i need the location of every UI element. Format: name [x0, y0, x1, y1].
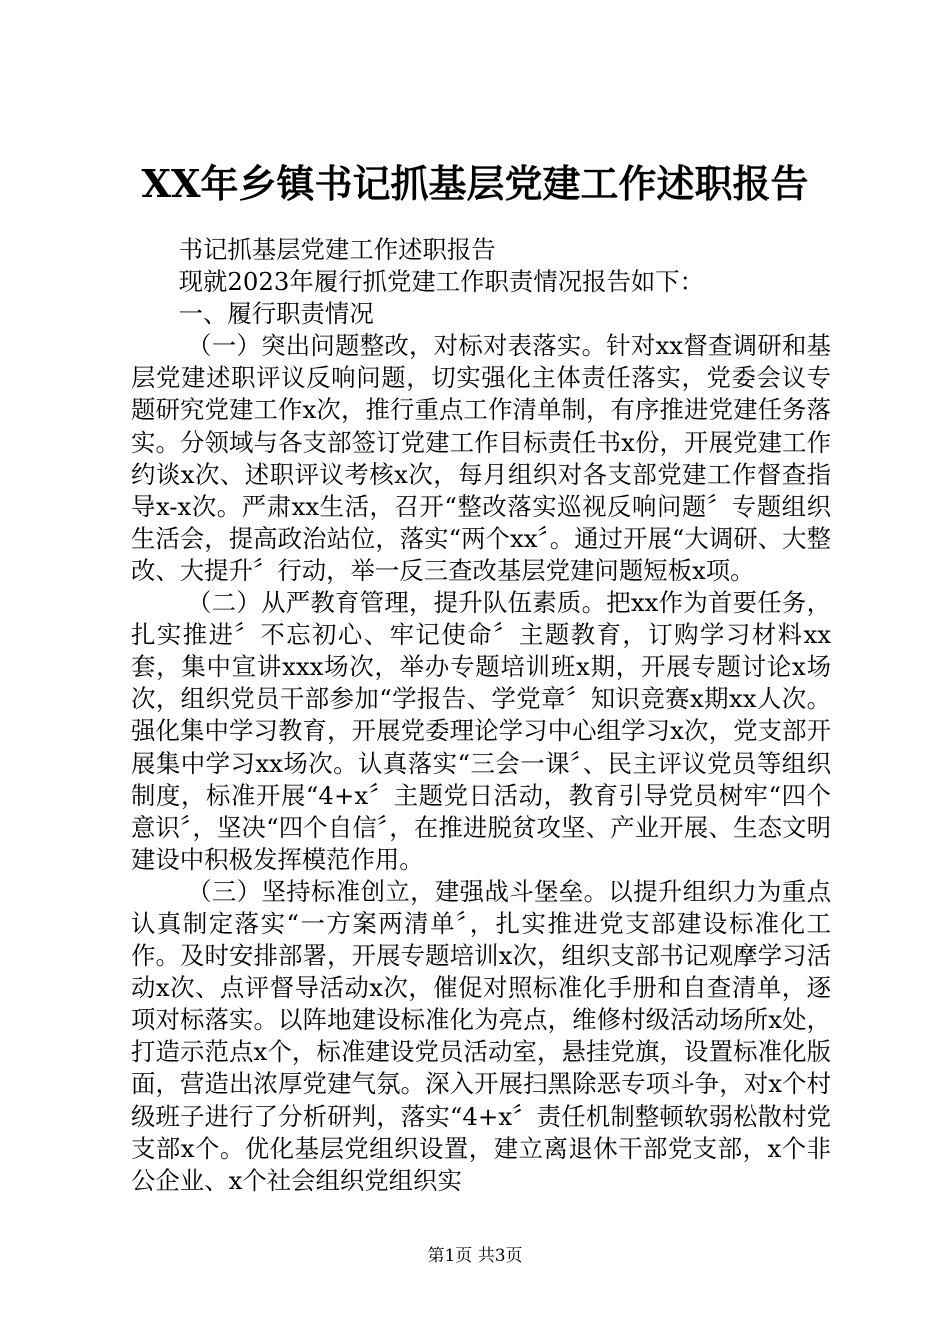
paragraph-item-2: （二）从严教育管理，提升队伍素质。把xx作为首要任务，扎实推进〞不忘初心、牢记使命〞主题教育，订购学习材料xx套，集中宣讲xxx场次，举办专题培训班x期，开展专题讨论x场次，组织党员干部参加“学报告、学党章〞知识竞赛x期xx人次。强化集中学习教育，开展党委理论学习中心组学习x次，党支部开展集中学习xx场次。认真落实“三会一课〞、民主评议党员等组织制度，标准开展“4+x〞主题党日活动，教育引导党员树牢“四个意识〞，坚决“四个自信〞，在推进脱贫攻坚、产业开展、生态文明建设中积极发挥模范作用。 — [131, 588, 831, 874]
document-body — [131, 234, 831, 1197]
section-heading: 一、履行职责情况 — [178, 299, 374, 329]
paragraph-subtitle: 书记抓基层党建工作述职报告 — [178, 235, 496, 264]
paragraph-item-1: （一）突出问题整改，对标对表落实。针对xx督查调研和基层党建述职评议反响问题，切实强化主体责任落实，党委会议专题研究党建工作x次，推行重点工作清单制，有序推进党建任务落实。分领域与各支部签订党建工作目标责任书x份，开展党建工作约谈x次、述职评议考核x次，每月组织对各支部党建工作督查指导x-x次。严肃xx生活，召开“整改落实巡视反响问题〞专题组织生活会，提高政治站位，落实“两个xx〞。通过开展“大调研、大整改、大提升〞行动，举一反三查改基层党建问题短板x项。 — [131, 331, 831, 585]
page-footer: 第1页 共3页 — [427, 1246, 523, 1266]
document-title: XX年乡镇书记抓基层党建工作述职报告 — [141, 161, 809, 206]
paragraph-item-3: （三）坚持标准创立，建强战斗堡垒。以提升组织力为重点认真制定落实“一方案两清单〞，扎实推进党支部建设标准化工作。及时安排部署，开展专题培训x次，组织支部书记观摩学习活动x次、点评督导活动x次，催促对照标准化手册和自查清单，逐项对标落实。以阵地建设标准化为亮点，维修村级活动场所x处，打造示范点x个，标准建设党员活动室，悬挂党旗，设置标准化版面，营造出浓厚党建气氛。深入开展扫黑除恶专项斗争，对x个村级班子进行了分析研判，落实“4+x〞责任机制整顿软弱松散村党支部x个。优化基层党组织设置，建立离退休干部党支部，x个非公企业、x个社会组织党组织实 — [131, 876, 831, 1195]
paragraph-intro: 现就2023年履行抓党建工作职责情况报告如下： — [178, 267, 705, 297]
